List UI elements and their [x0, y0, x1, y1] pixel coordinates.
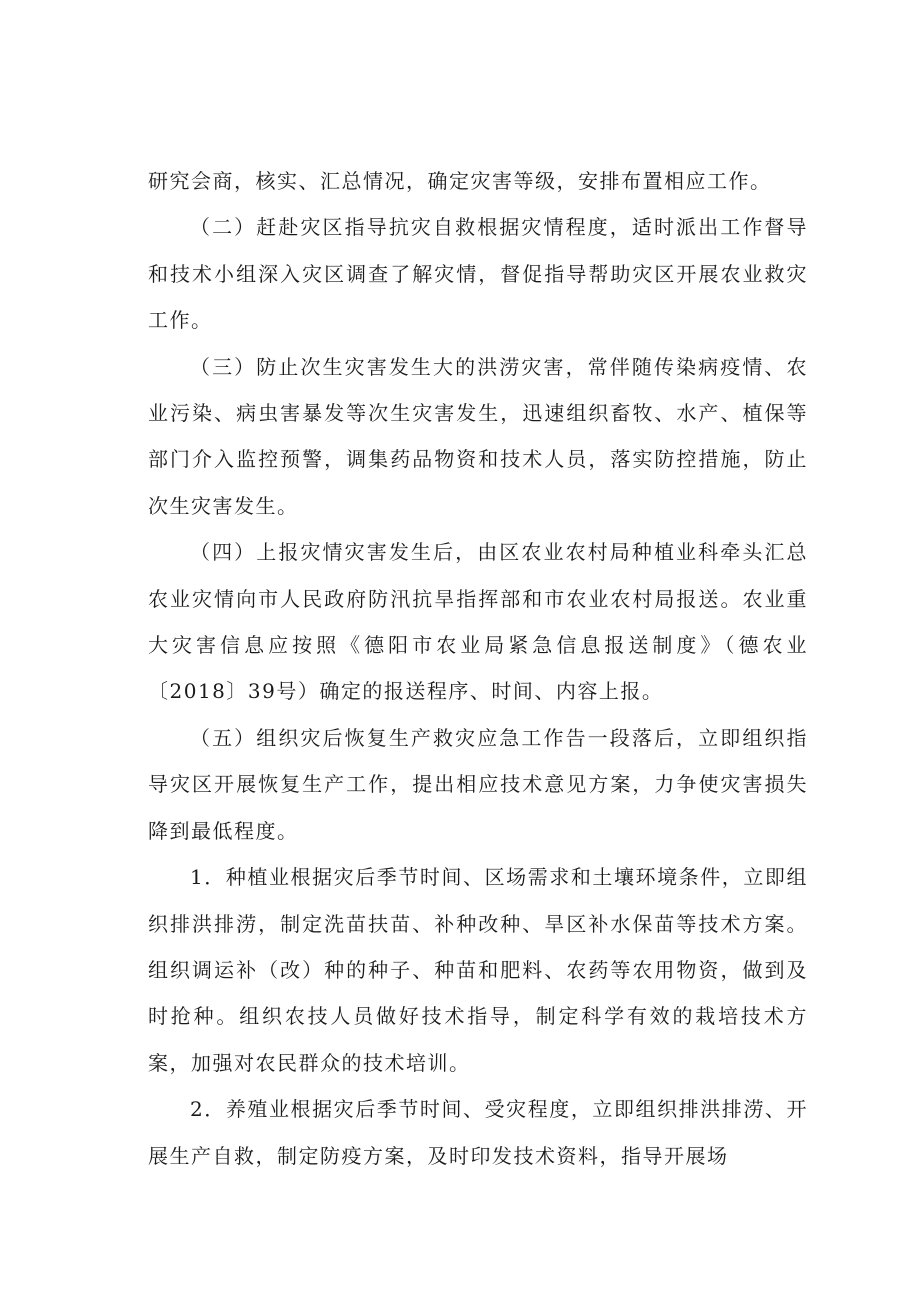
paragraph-item-1: 1．种植业根据灾后季节时间、区场需求和土壤环境条件，立即组织排洪排涝，制定洗苗扶苗、补种改种、旱区补水保苗等技术方案。组织调运补（改）种的种子、种苗和肥料、农药等农用物资，做到及时抢种。组织农技人员做好技术指导，制定科学有效的栽培技术方案，加强对农民群众的技术培训。 — [148, 865, 808, 1075]
paragraph-section-4: （四）上报灾情灾害发生后，由区农业农村局种植业科牵头汇总农业灾情向市人民政府防汛抗旱指挥部和市农业农村局报送。农业重大灾害信息应按照《德阳市农业局紧急信息报送制度》（德农业〔2018〕39号）确定的报送程序、时间、内容上报。 — [148, 540, 808, 704]
document-body — [148, 158, 808, 1179]
paragraph-item-2: 2．养殖业根据灾后季节时间、受灾程度，立即组织排洪排涝、开展生产自救，制定防疫方案，及时印发技术资料，指导开展场 — [148, 1097, 808, 1168]
paragraph-section-5: （五）组织灾后恢复生产救灾应急工作告一段落后，立即组织指导灾区开展恢复生产工作，提出相应技术意见方案，力争使灾害损失降到最低程度。 — [148, 725, 808, 843]
paragraph-section-3: （三）防止次生灾害发生大的洪涝灾害，常伴随传染病疫情、农业污染、病虫害暴发等次生灾害发生，迅速组织畜牧、水产、植保等部门介入监控预警，调集药品物资和技术人员，落实防控措施，防止次生灾害发生。 — [148, 354, 808, 518]
paragraph-section-2: （二）赶赴灾区指导抗灾自救根据灾情程度，适时派出工作督导和技术小组深入灾区调查了解灾情，督促指导帮助灾区开展农业救灾工作。 — [148, 215, 808, 333]
paragraph-continuation: 研究会商，核实、汇总情况，确定灾害等级，安排布置相应工作。 — [148, 169, 772, 193]
